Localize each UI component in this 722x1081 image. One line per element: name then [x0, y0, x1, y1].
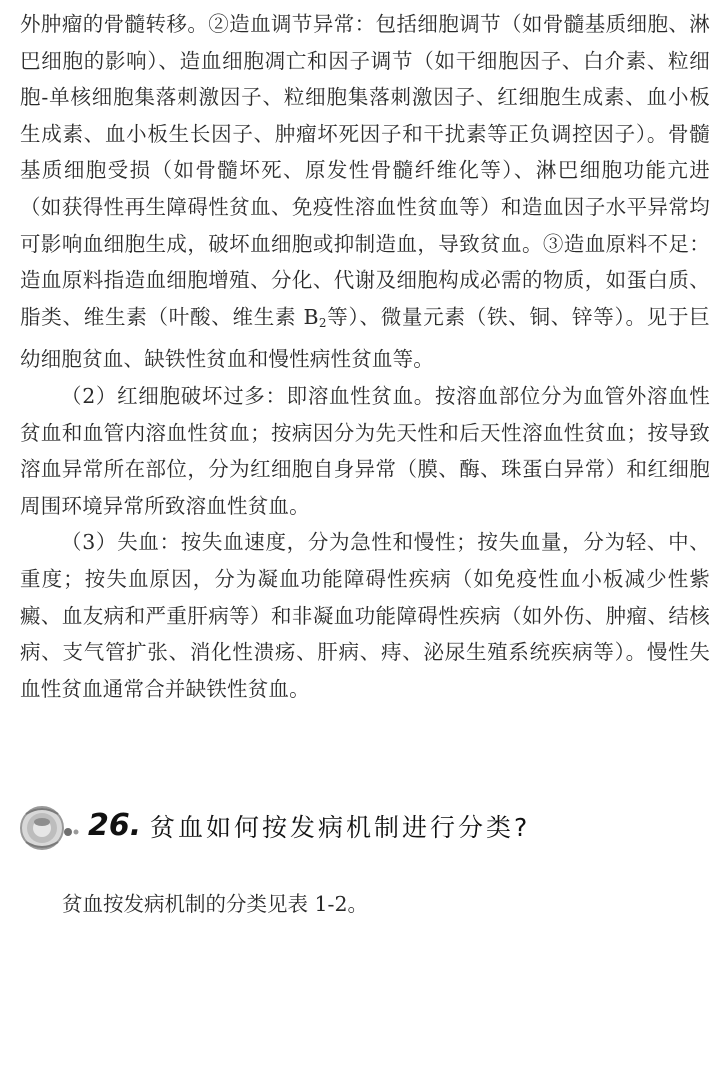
subscript: 2: [318, 315, 327, 330]
section-heading: [18, 798, 718, 858]
section-number: 26.: [88, 808, 142, 843]
paragraph-1-text: 外肿瘤的骨髓转移。②造血调节异常：包括细胞调节（如骨髓基质细胞、淋巴细胞的影响）、造血细胞凋亡和因子调节（如干细胞因子、白介素、粒细胞-单核细胞集落刺激因子、粒细胞集落刺激因子、红细胞生成素、血小板生成素、血小板生长因子、肿瘤坏死因子和干扰素等正负调控因子）。骨髓基质细胞受损（如骨髓坏死、原发性骨髓纤维化等）、淋巴细胞功能亢进（如获得性再生障碍性贫血、免疫性溶血性贫血等）和造血因子水平异常均可影响血细胞生成，破坏血细胞或抑制造血，导致贫血。③造血原料不足：造血原料指造血细胞增殖、分化、代谢及细胞构成必需的物质，如蛋白质、脂类、维生素（叶酸、维生素 B: [20, 12, 710, 329]
paragraph-1: [20, 6, 710, 378]
section-title: 贫血如何按发病机制进行分类?: [150, 813, 531, 842]
paragraph-1-text-end: 等）、微量元素（铁、铜、锌等）。见于巨幼细胞贫血、缺铁性贫血和慢性病性贫血等。: [20, 304, 710, 372]
answer-text: 贫血按发病机制的分类见表 1-2。: [62, 892, 369, 916]
body-text: [20, 6, 710, 707]
question-badge-icon: [18, 802, 80, 854]
paragraph-3: （3）失血：按失血速度，分为急性和慢性；按失血量，分为轻、中、重度；按失血原因，分为凝血功能障碍性疾病（如免疫性血小板减少性紫癜、血友病和严重肝病等）和非凝血功能障碍性疾病（如外伤、肿瘤、结核病、支气管扩张、消化性溃疡、肝病、痔、泌尿生殖系统疾病等）。慢性失血性贫血通常合并缺铁性贫血。: [20, 530, 710, 701]
paragraph-2: （2）红细胞破坏过多：即溶血性贫血。按溶血部位分为血管外溶血性贫血和血管内溶血性贫血；按病因分为先天性和后天性溶血性贫血；按导致溶血异常所在部位，分为红细胞自身异常（膜、酶、珠蛋白异常）和红细胞周围环境异常所致溶血性贫血。: [20, 383, 710, 518]
